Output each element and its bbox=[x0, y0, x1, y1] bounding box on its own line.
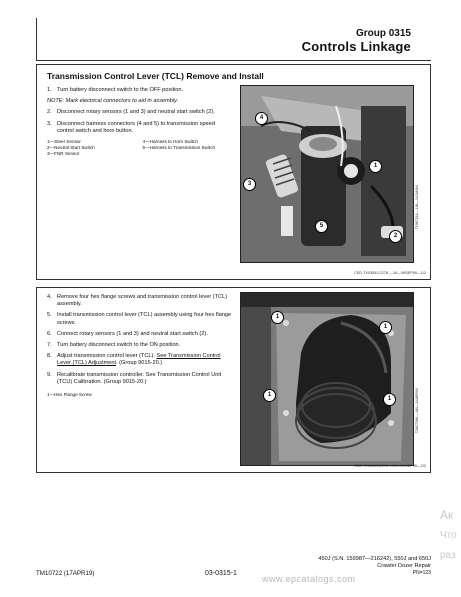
step-2: 2. Disconnect rotary sensors (1 and 3) and neutral start switch (2). bbox=[47, 109, 215, 116]
figure-legend bbox=[47, 139, 232, 157]
group-number: Group 0315 bbox=[355, 28, 411, 39]
callout-4: 4 bbox=[255, 112, 268, 125]
tcl-install-panel bbox=[36, 287, 431, 473]
header-divider bbox=[36, 60, 431, 61]
callout-5: 5 bbox=[315, 220, 328, 233]
page-header bbox=[302, 28, 411, 54]
page-title: Controls Linkage bbox=[301, 39, 411, 54]
photo-caption: CED,TX03543,2278 —19—09SEP99—1/2 bbox=[354, 271, 426, 275]
procedure-steps bbox=[47, 87, 232, 157]
tcl-boot-photo bbox=[240, 292, 414, 466]
step-4: 4. Remove four hex flange screws and transmission control lever (TCL) assembly. bbox=[47, 294, 228, 308]
legend-item: 1—Steer Sensor bbox=[47, 139, 81, 145]
legend-item: 2—Neutral Start Switch bbox=[47, 145, 95, 151]
tcl-remove-install-panel bbox=[36, 64, 431, 280]
photo-caption: CED,TX03543,2278 —19—09SEP99—2/2 bbox=[354, 464, 426, 468]
note: NOTE: Mark electrical connectors to aid in assembly. bbox=[47, 98, 179, 105]
photo-side-code: T196711A —UN—14JUN04 bbox=[415, 185, 419, 230]
legend-item: 5—Harness to Transmission Switch bbox=[142, 145, 216, 151]
callout-2: 2 bbox=[389, 230, 402, 243]
legend-item: 3—FNR Sensor bbox=[47, 151, 80, 157]
footer-model: 450J (S.N. 159987—216242), 550J and 650J Crawler Dozer Repair PN=123 bbox=[318, 556, 431, 576]
section-title: Transmission Control Lever (TCL) Remove and Install bbox=[47, 71, 264, 81]
overlay-text: Что bbox=[440, 530, 457, 541]
photo-side-code: T162716A —UN—14APR04 bbox=[415, 388, 419, 434]
callout-1: 1 bbox=[379, 321, 392, 334]
tcl-sensor-illustration bbox=[241, 86, 413, 262]
step-8: 8. Adjust transmission control lever (TCL). See Transmission Control Lever (TCL) Adjustment. (Group 9015-20.) bbox=[47, 353, 221, 367]
overlay-text: раз bbox=[440, 550, 456, 561]
step-9: 9. Recalibrate transmission controller. See Transmission Control Unit (TCU) Calibration. (Group 9015-20.) bbox=[47, 371, 222, 385]
step-7: 7. Turn battery disconnect switch to the ON position. bbox=[47, 342, 181, 349]
footer-doc-id: TM10722 (17APR19) bbox=[36, 570, 95, 577]
legend-item: 4—Harness to Horn Switch bbox=[142, 139, 198, 145]
legend-item bbox=[143, 151, 233, 157]
step-1: 1. Turn battery disconnect switch to the OFF position. bbox=[47, 87, 184, 93]
overlay-text: Ак bbox=[440, 508, 454, 522]
tcl-sensor-photo bbox=[240, 85, 414, 263]
watermark: www.epcatalogs.com bbox=[262, 574, 356, 584]
procedure-steps bbox=[47, 294, 232, 398]
callout-1: 1 bbox=[369, 160, 382, 173]
step-3: 3. Disconnect harness connectors (4 and 5) to transmission speed control switch and horn button. bbox=[47, 120, 215, 134]
header-rule bbox=[36, 18, 37, 60]
figure-legend: 1—Hex Flange Screw bbox=[47, 392, 92, 398]
tcl-boot-illustration bbox=[241, 293, 413, 465]
adjustment-link[interactable]: See Transmission Control Lever (TCL) Adjustment bbox=[57, 353, 221, 367]
footer-page-number: 03-0315-1 bbox=[205, 570, 237, 577]
step-5: 5. Install transmission control lever (TCL) assembly using four hex flange screws. bbox=[47, 312, 232, 326]
step-6: 6. Connect rotary sensors (1 and 3) and neutral start switch (2). bbox=[47, 330, 208, 337]
callout-3: 3 bbox=[243, 178, 256, 191]
callout-1: 1 bbox=[383, 393, 396, 406]
callout-1: 1 bbox=[263, 389, 276, 402]
callout-1: 1 bbox=[271, 311, 284, 324]
